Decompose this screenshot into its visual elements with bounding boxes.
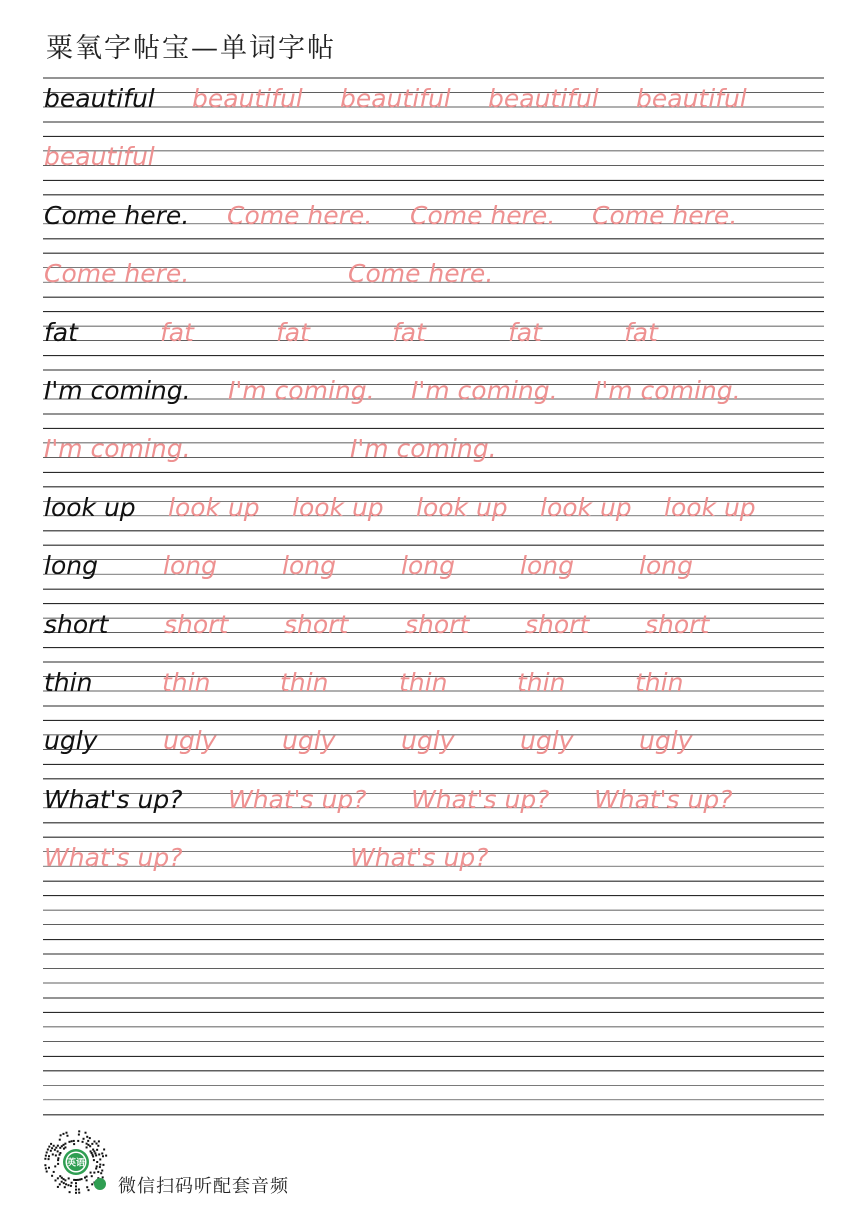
qr-badge-label: 英语 [66, 1158, 86, 1169]
trace-word: look up [292, 492, 384, 522]
trace-word: Come here. [348, 259, 494, 289]
model-word: thin [44, 668, 93, 697]
trace-word: thin [399, 668, 448, 697]
trace-word: I'm coming. [411, 376, 558, 405]
model-word: look up [44, 492, 136, 522]
trace-word: fat [392, 317, 426, 347]
trace-word: long [401, 551, 455, 581]
trace-word: Come here. [410, 200, 556, 230]
trace-word: What's up? [411, 784, 550, 814]
qr-code-icon[interactable] [40, 1126, 112, 1198]
trace-word: look up [540, 492, 632, 522]
trace-word: thin [517, 668, 566, 697]
practice-row [44, 195, 824, 239]
trace-word: ugly [520, 726, 574, 756]
model-word: fat [44, 317, 78, 347]
practice-row [44, 545, 824, 589]
trace-word: short [405, 609, 470, 639]
trace-word: ugly [639, 726, 693, 756]
trace-word: ugly [401, 726, 455, 756]
trace-word: thin [635, 668, 684, 697]
model-word: beautiful [44, 84, 155, 113]
trace-word: Come here. [227, 200, 373, 230]
trace-word: I'm coming. [594, 376, 741, 405]
model-word: short [44, 609, 109, 639]
trace-word: short [645, 609, 710, 639]
trace-word: look up [664, 492, 756, 522]
trace-word: beautiful [340, 84, 451, 113]
trace-word: Come here. [44, 259, 190, 289]
trace-word: What's up? [594, 784, 733, 814]
practice-row [44, 253, 824, 297]
trace-word: fat [160, 317, 194, 347]
trace-word: fat [508, 317, 542, 347]
footer-caption: 微信扫码听配套音频 [118, 1176, 289, 1197]
model-word: What's up? [44, 784, 183, 814]
trace-word: thin [162, 668, 211, 697]
practice-row [44, 487, 824, 531]
trace-word: thin [280, 668, 329, 697]
trace-word: beautiful [636, 84, 747, 113]
trace-word: Come here. [592, 200, 738, 230]
trace-word: ugly [163, 726, 217, 756]
trace-word: long [520, 551, 574, 581]
trace-word: long [282, 551, 336, 581]
trace-word: fat [624, 317, 658, 347]
model-word: long [44, 551, 98, 581]
practice-row [44, 370, 824, 414]
trace-word: short [164, 609, 229, 639]
trace-word: What's up? [44, 843, 183, 873]
trace-word: look up [168, 492, 260, 522]
trace-word: I'm coming. [44, 434, 191, 464]
trace-word: I'm coming. [228, 376, 375, 405]
practice-row [44, 312, 824, 356]
practice-row [44, 428, 824, 472]
trace-word: What's up? [350, 843, 489, 873]
trace-word: fat [276, 317, 310, 347]
trace-word: beautiful [488, 84, 599, 113]
practice-row [44, 662, 824, 706]
model-word: ugly [44, 726, 98, 756]
page-title: 粟氧字帖宝—单词字帖 [46, 33, 336, 64]
trace-word: short [284, 609, 349, 639]
trace-word: What's up? [228, 784, 367, 814]
practice-row [44, 136, 824, 180]
trace-word: beautiful [44, 142, 155, 172]
trace-word: I'm coming. [350, 434, 497, 464]
practice-row [44, 604, 824, 648]
trace-word: ugly [282, 726, 336, 756]
practice-row [44, 837, 824, 881]
footer [40, 1126, 440, 1206]
trace-word: look up [416, 492, 508, 522]
practice-row [44, 720, 824, 764]
trace-word: beautiful [192, 84, 303, 113]
model-word: I'm coming. [44, 376, 191, 405]
trace-word: short [525, 609, 590, 639]
model-word: Come here. [44, 200, 190, 230]
trace-word: long [639, 551, 693, 581]
practice-row [44, 779, 824, 823]
practice-row [44, 78, 824, 122]
trace-word: long [163, 551, 217, 581]
